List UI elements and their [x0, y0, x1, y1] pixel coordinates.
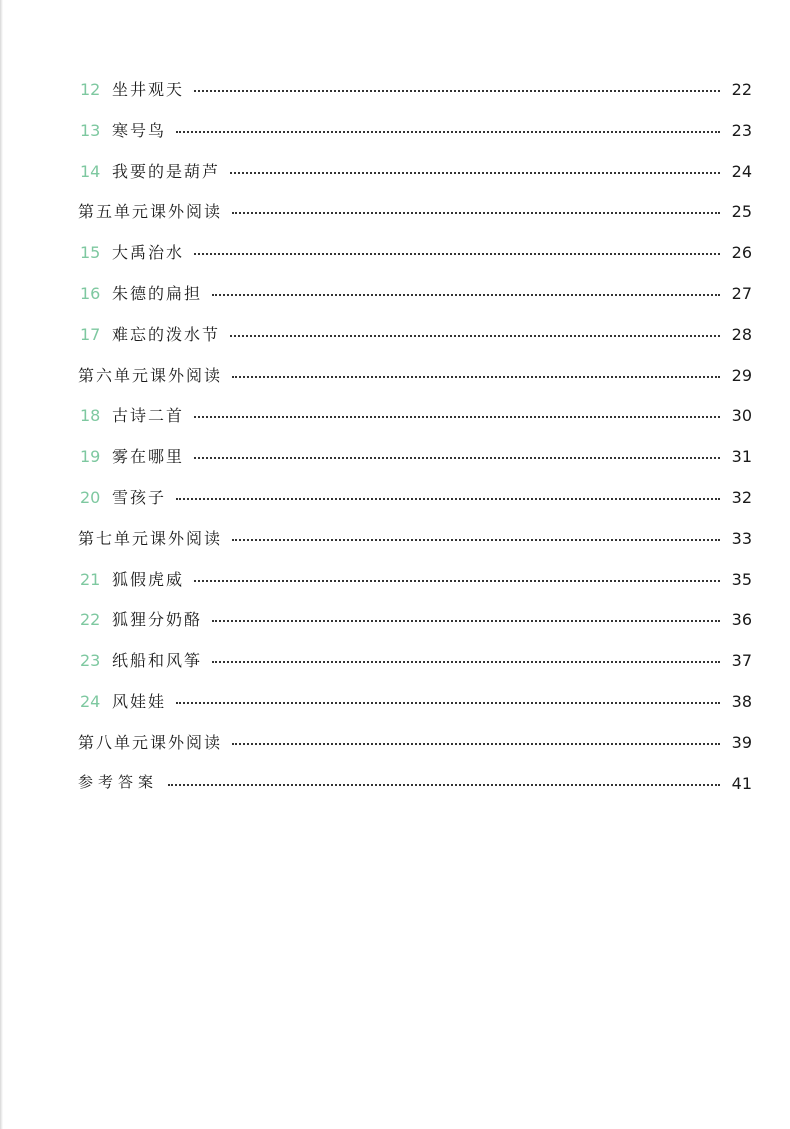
- toc-entry-lesson[interactable]: [0, 109, 790, 150]
- entry-title: 古诗二首: [112, 406, 185, 426]
- lesson-number: 21: [80, 569, 101, 589]
- dot-leader: [194, 416, 720, 418]
- toc-entry-lesson[interactable]: [0, 598, 790, 639]
- entry-title: 参考答案: [78, 772, 159, 791]
- page-number: 27: [731, 283, 752, 303]
- dot-leader: [176, 131, 720, 133]
- page-number: 38: [731, 691, 752, 711]
- page-number: 39: [731, 732, 752, 752]
- dot-leader: [230, 335, 720, 337]
- page-number: 23: [731, 120, 752, 140]
- entry-title: 第五单元课外阅读: [78, 202, 223, 222]
- entry-title: 纸船和风筝: [112, 651, 203, 671]
- page-number: 28: [731, 324, 752, 344]
- lesson-number: 12: [80, 80, 101, 99]
- page-number: 24: [731, 161, 752, 181]
- toc-entry-lesson[interactable]: [0, 150, 790, 191]
- page-number: 32: [731, 487, 752, 507]
- entry-title: 朱德的扁担: [112, 283, 203, 303]
- entry-title: 雾在哪里: [112, 447, 185, 467]
- lesson-number: 23: [80, 651, 101, 671]
- entry-title: 风娃娃: [112, 691, 167, 711]
- dot-leader: [168, 784, 720, 786]
- entry-title: 狐假虎威: [112, 569, 185, 589]
- dot-leader: [232, 376, 720, 378]
- page-number: 26: [731, 243, 752, 263]
- toc-entry-lesson[interactable]: [0, 231, 790, 272]
- toc-entry-lesson[interactable]: [0, 476, 790, 517]
- page-number: 31: [731, 447, 752, 467]
- lesson-number: 18: [80, 406, 101, 426]
- toc-entry-lesson[interactable]: [0, 435, 790, 476]
- page-number: 22: [731, 80, 752, 99]
- entry-title: 难忘的泼水节: [112, 324, 221, 344]
- toc-entry-lesson[interactable]: [0, 68, 790, 109]
- page-number: 35: [731, 569, 752, 589]
- dot-leader: [194, 90, 720, 92]
- lesson-number: 16: [80, 283, 101, 303]
- lesson-number: 22: [80, 610, 101, 630]
- dot-leader: [230, 172, 720, 174]
- lesson-number: 13: [80, 120, 101, 140]
- lesson-number: 14: [80, 161, 101, 181]
- toc-entry-answers[interactable]: [0, 762, 790, 803]
- page-number: 36: [731, 610, 752, 630]
- entry-title: 寒号鸟: [112, 120, 167, 140]
- page-number: 25: [731, 202, 752, 222]
- dot-leader: [194, 253, 720, 255]
- dot-leader: [176, 498, 720, 500]
- dot-leader: [212, 661, 720, 663]
- toc-entry-lesson[interactable]: [0, 639, 790, 680]
- toc-entry-unit[interactable]: [0, 721, 790, 762]
- dot-leader: [194, 580, 720, 582]
- page-number: 29: [731, 365, 752, 385]
- entry-title: 第六单元课外阅读: [78, 365, 223, 385]
- dot-leader: [232, 743, 720, 745]
- toc-entry-unit[interactable]: [0, 517, 790, 558]
- lesson-number: 19: [80, 447, 101, 467]
- toc-entry-unit[interactable]: [0, 190, 790, 231]
- entry-title: 狐狸分奶酪: [112, 610, 203, 630]
- entry-title: 第八单元课外阅读: [78, 732, 223, 752]
- dot-leader: [176, 702, 720, 704]
- toc-entry-unit[interactable]: [0, 354, 790, 395]
- page-number: 37: [731, 651, 752, 671]
- entry-title: 大禹治水: [112, 243, 185, 263]
- entry-title: 我要的是葫芦: [112, 161, 221, 181]
- toc-entry-lesson[interactable]: [0, 394, 790, 435]
- entry-title: 雪孩子: [112, 487, 167, 507]
- page-number: 30: [731, 406, 752, 426]
- table-of-contents: [0, 68, 790, 802]
- lesson-number: 20: [80, 487, 101, 507]
- dot-leader: [232, 539, 720, 541]
- dot-leader: [194, 457, 720, 459]
- lesson-number: 17: [80, 324, 101, 344]
- lesson-number: 24: [80, 691, 101, 711]
- toc-entry-lesson[interactable]: [0, 558, 790, 599]
- page-number: 33: [731, 528, 752, 548]
- dot-leader: [212, 620, 720, 622]
- dot-leader: [212, 294, 720, 296]
- toc-entry-lesson[interactable]: [0, 680, 790, 721]
- dot-leader: [232, 212, 720, 214]
- lesson-number: 15: [80, 243, 101, 263]
- toc-entry-lesson[interactable]: [0, 313, 790, 354]
- entry-title: 坐井观天: [112, 80, 185, 99]
- page-number: 41: [731, 773, 752, 793]
- entry-title: 第七单元课外阅读: [78, 528, 223, 548]
- toc-entry-lesson[interactable]: [0, 272, 790, 313]
